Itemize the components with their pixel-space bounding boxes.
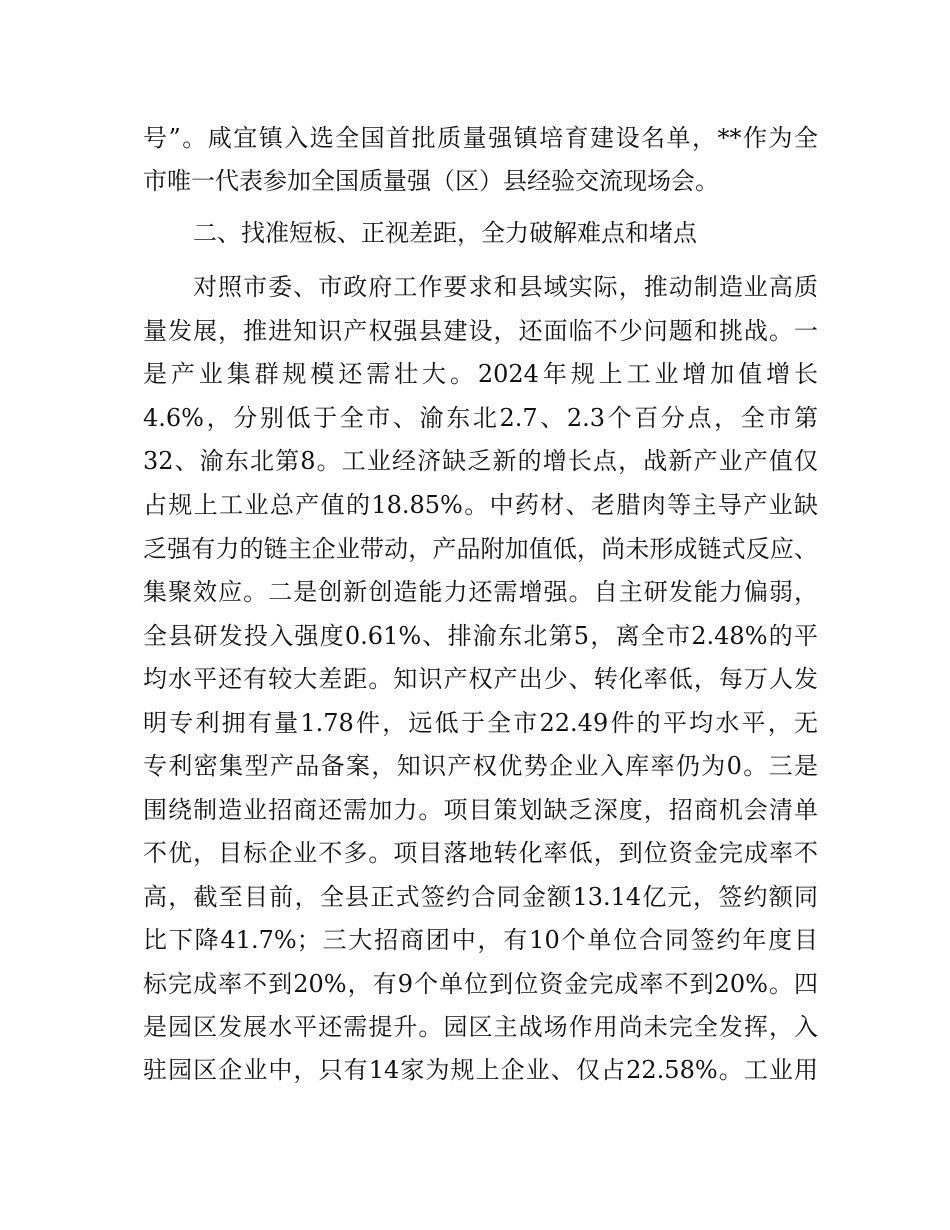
paragraph-line: 号”。咸宜镇入选全国首批质量强镇培育建设名单，**作为全 xyxy=(143,124,818,152)
paragraph-line: 均水平还有较大差距。知识产权产出少、转化率低，每万人发 xyxy=(143,665,818,693)
paragraph-line: 4.6%，分别低于全市、渝东北2.7、2.3个百分点，全市第 xyxy=(143,404,818,432)
paragraph-line: 市唯一代表参加全国质量强（区）县经验交流现场会。 xyxy=(143,167,719,195)
paragraph-line: 是园区发展水平还需提升。园区主战场作用尚未完全发挥，入 xyxy=(143,1013,818,1041)
paragraph-line: 明专利拥有量1.78件，远低于全市22.49件的平均水平，无 xyxy=(143,709,818,737)
section-heading: 二、找准短板、正视差距，全力破解难点和堵点 xyxy=(193,219,697,247)
paragraph-line: 不优，目标企业不多。项目落地转化率低，到位资金完成率不 xyxy=(143,839,818,867)
paragraph-line: 集聚效应。二是创新创造能力还需增强。自主研发能力偏弱， xyxy=(143,578,818,606)
paragraph-line: 占规上工业总产值的18.85%。中药材、老腊肉等主导产业缺 xyxy=(143,491,818,519)
paragraph-line: 比下降41.7%；三大招商团中，有10个单位合同签约年度目 xyxy=(143,926,818,954)
paragraph-line: 全县研发投入强度0.61%、排渝东北第5，离全市2.48%的平 xyxy=(143,622,818,650)
paragraph-line: 驻园区企业中，只有14家为规上企业、仅占22.58%。工业用 xyxy=(143,1056,818,1084)
paragraph-line: 标完成率不到20%，有9个单位到位资金完成率不到20%。四 xyxy=(143,970,818,998)
paragraph-line: 量发展，推进知识产权强县建设，还面临不少问题和挑战。一 xyxy=(143,317,818,345)
paragraph-line: 专利密集型产品备案，知识产权优势企业入库率仍为0。三是 xyxy=(143,752,818,780)
paragraph-line: 乏强有力的链主企业带动，产品附加值低，尚未形成链式反应、 xyxy=(143,535,818,563)
paragraph-line: 围绕制造业招商还需加力。项目策划缺乏深度，招商机会清单 xyxy=(143,796,818,824)
paragraph-line: 是产业集群规模还需壮大。2024年规上工业增加值增长 xyxy=(143,360,818,388)
paragraph-line: 对照市委、市政府工作要求和县域实际，推动制造业高质 xyxy=(193,273,818,301)
paragraph-line: 高，截至目前，全县正式签约合同金额13.14亿元，签约额同 xyxy=(143,883,818,911)
paragraph-line: 32、渝东北第8。工业经济缺乏新的增长点，战新产业产值仅 xyxy=(143,447,818,475)
